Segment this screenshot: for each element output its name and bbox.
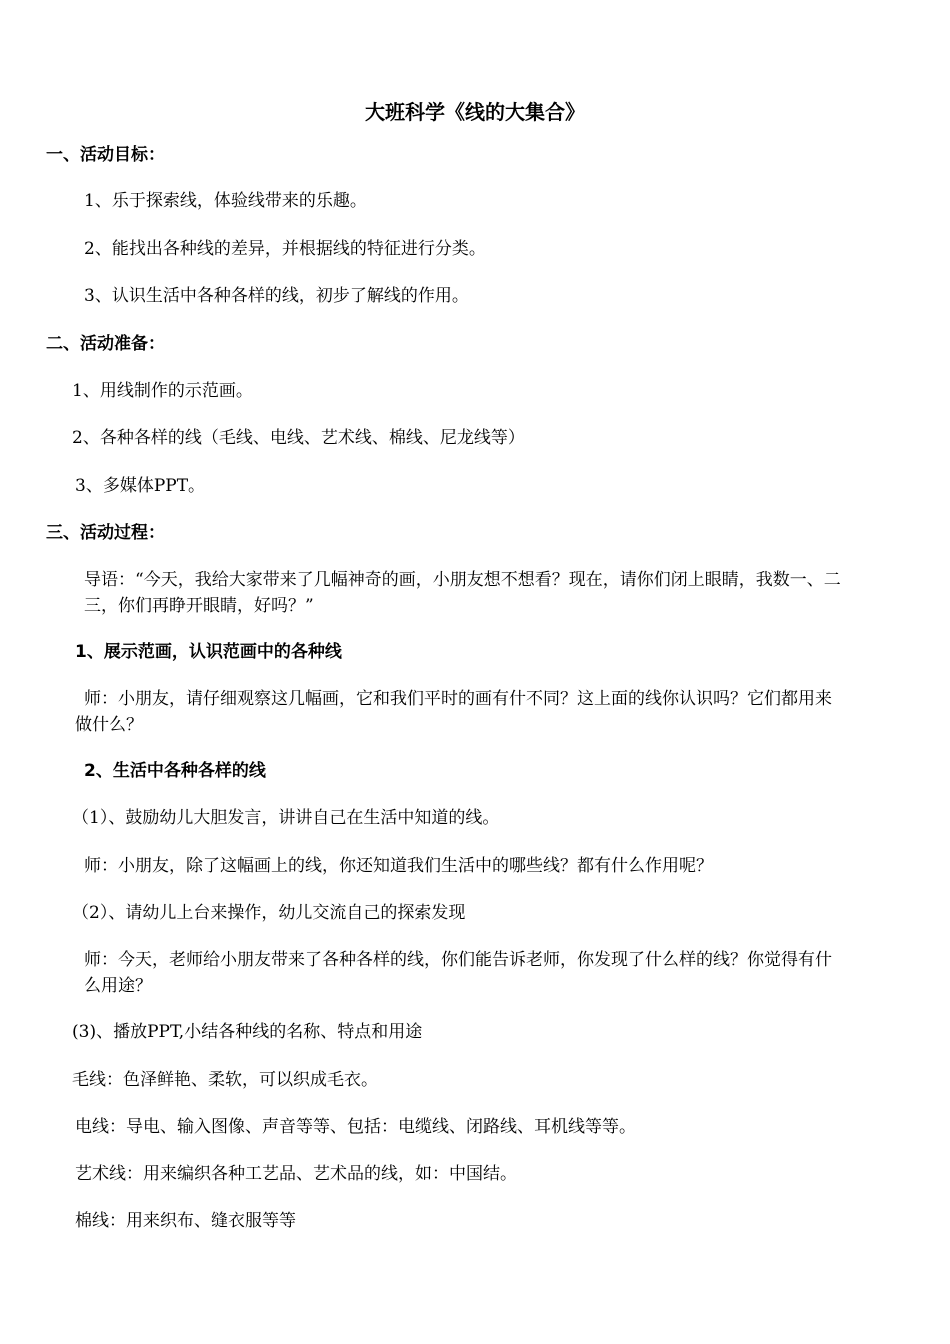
step1-teacher-line-2: 做什么？ xyxy=(75,715,143,735)
section-heading-preparation: 二、活动准备： xyxy=(46,334,165,354)
section-heading-goals: 一、活动目标： xyxy=(46,145,165,165)
goal-item-3: 3、认识生活中各种各样的线，初步了解线的作用。 xyxy=(84,286,469,306)
thread-type-wool: 毛线：色泽鲜艳、柔软，可以织成毛衣。 xyxy=(72,1070,378,1090)
thread-type-art: 艺术线：用来编织各种工艺品、艺术品的线，如：中国结。 xyxy=(75,1164,517,1184)
prep-item-1: 1、用线制作的示范画。 xyxy=(72,381,253,401)
section-heading-process: 三、活动过程： xyxy=(46,523,165,543)
sub-item-1: （1）、鼓励幼儿大胆发言，讲讲自己在生活中知道的线。 xyxy=(72,808,500,828)
step1-teacher-line-1: 师：小朋友，请仔细观察这几幅画，它和我们平时的画有什不同？这上面的线你认识吗？它们都用来 xyxy=(84,689,832,709)
sub-item-2-teacher-line-2: 么用途？ xyxy=(84,976,152,996)
intro-line-1: 导语：“今天，我给大家带来了几幅神奇的画，小朋友想不想看？现在，请你们闭上眼睛，我数一、二 xyxy=(84,570,841,590)
step2-heading: 2、生活中各种各样的线 xyxy=(84,761,266,781)
goal-item-1: 1、乐于探索线，体验线带来的乐趣。 xyxy=(84,191,367,211)
thread-type-wire: 电线：导电、输入图像、声音等等、包括：电缆线、闭路线、耳机线等等。 xyxy=(75,1117,636,1137)
intro-line-2: 三，你们再睁开眼睛，好吗？” xyxy=(84,596,314,616)
step1-heading: 1、展示范画，认识范画中的各种线 xyxy=(75,642,342,662)
thread-type-cotton: 棉线：用来织布、缝衣服等等 xyxy=(75,1211,296,1231)
document-title: 大班科学《线的大集合》 xyxy=(365,100,585,124)
sub-item-3: (3)、播放PPT,小结各种线的名称、特点和用途 xyxy=(72,1022,423,1042)
sub-item-1-teacher: 师：小朋友，除了这幅画上的线，你还知道我们生活中的哪些线？都有什么作用呢？ xyxy=(84,856,713,876)
goal-item-2: 2、能找出各种线的差异，并根据线的特征进行分类。 xyxy=(84,239,486,259)
prep-item-3: 3、多媒体PPT。 xyxy=(75,476,206,496)
sub-item-2-teacher-line-1: 师：今天，老师给小朋友带来了各种各样的线，你们能告诉老师，你发现了什么样的线？你觉得有什 xyxy=(84,950,832,970)
prep-item-2: 2、各种各样的线（毛线、电线、艺术线、棉线、尼龙线等） xyxy=(72,428,525,448)
sub-item-2: （2）、请幼儿上台来操作，幼儿交流自己的探索发现 xyxy=(72,903,466,923)
